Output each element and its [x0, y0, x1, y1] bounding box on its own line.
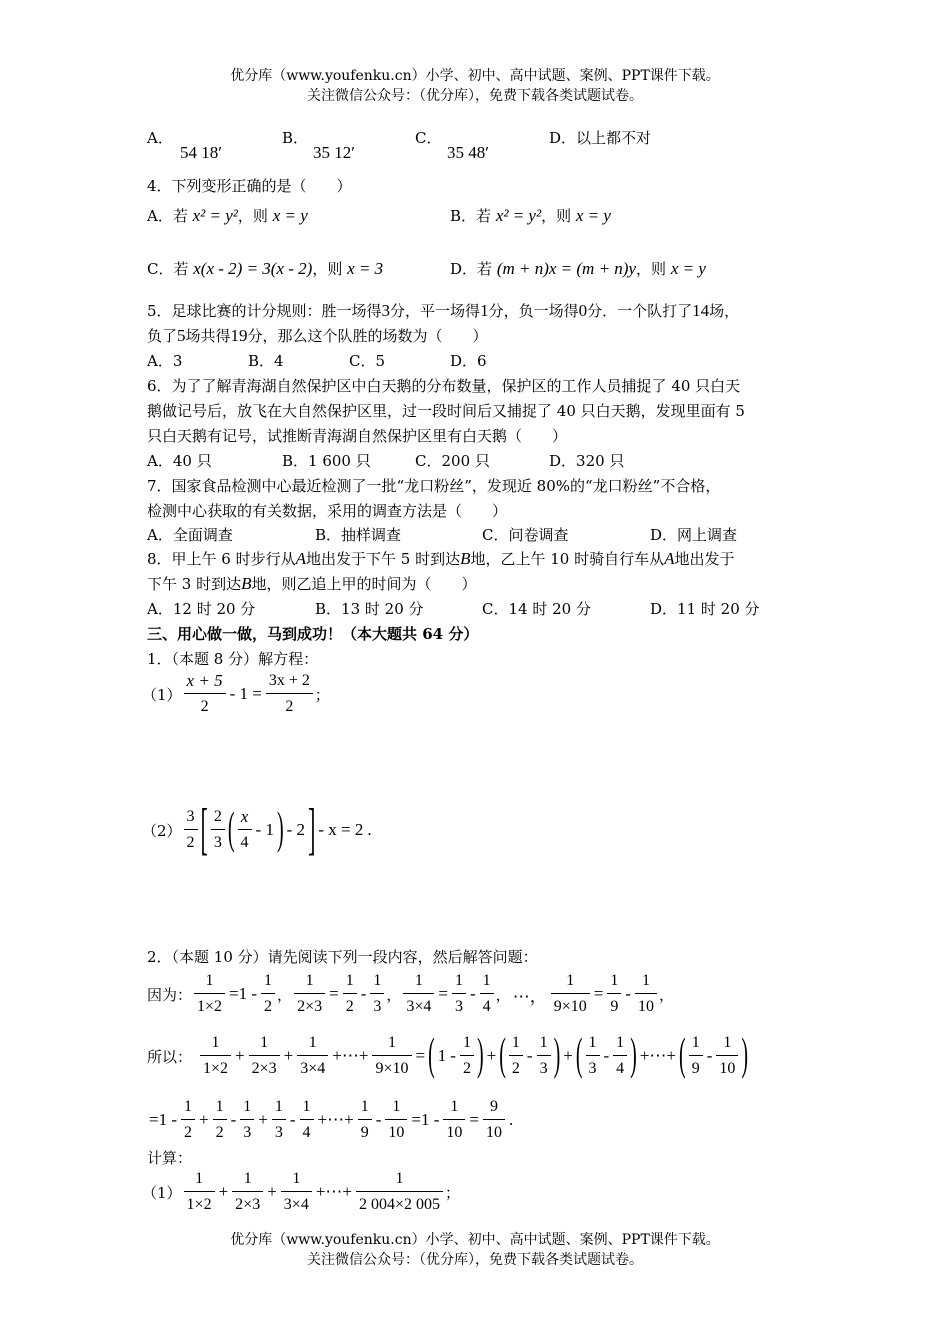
fraction [343, 972, 357, 1016]
operator: + [258, 1110, 268, 1129]
fraction [213, 1098, 227, 1142]
denominator: 2×3 [297, 998, 323, 1015]
denominator: 2 [345, 998, 354, 1015]
punctuation: ， [658, 985, 674, 1004]
denominator: 3 [588, 1060, 597, 1077]
ellipsis: ⋯， [512, 986, 547, 1006]
operator: = [438, 984, 448, 1003]
q6-option-b: B．1 600 只 [282, 452, 371, 470]
punctuation: ， [386, 985, 402, 1004]
numerator: 1 [297, 1034, 328, 1056]
operator: - [360, 984, 367, 1003]
q4-a-result: x = y [272, 206, 308, 225]
denominator: 2×3 [235, 1196, 261, 1213]
operator: = [329, 984, 339, 1003]
fraction [211, 808, 225, 852]
numerator: 1 [716, 1034, 738, 1056]
operator: + [199, 1110, 209, 1129]
fraction [184, 672, 226, 716]
numerator: 1 [385, 1098, 407, 1120]
numerator: 1 [343, 972, 357, 994]
left-bracket: [ [200, 796, 208, 862]
q4-b-result: x = y [575, 206, 611, 225]
q7-option-c: C．问卷调查 [482, 526, 569, 544]
q5-text: 负了 [147, 327, 178, 345]
q6-line3: 只白天鹅有记号，试推断青海湖自然保护区里有白天鹅（ ） [147, 427, 568, 445]
q5-text: 场共得 [185, 327, 231, 345]
operator: = [415, 1046, 426, 1065]
fraction [300, 1098, 314, 1142]
fraction [281, 1170, 312, 1214]
numerator: 1 [281, 1170, 312, 1192]
denominator: 3×4 [283, 1196, 309, 1213]
numerator: 1 [232, 1170, 263, 1192]
label: 所以： [147, 1047, 193, 1066]
q8-text: 下午 3 时到达 [147, 575, 242, 593]
fraction [266, 672, 313, 716]
q4-a-condition: x² = y² [192, 206, 238, 225]
q8-point: B [460, 549, 471, 568]
operator: + [218, 1182, 229, 1201]
q4-option-b [450, 205, 611, 227]
right-paren: ) [741, 1029, 749, 1081]
q5-text: 5．足球比赛的计分规则：胜一场得 [147, 302, 382, 320]
right-paren: ) [476, 1029, 484, 1081]
denominator: 2 [184, 1124, 192, 1141]
right-paren: ) [276, 803, 284, 855]
q5-number: 19 [230, 326, 248, 345]
numerator: 1 [200, 1034, 231, 1056]
left-paren: ( [679, 1029, 686, 1081]
fraction [184, 808, 198, 852]
label: 因为： [147, 985, 193, 1004]
q7-line2: 检测中心获取的有关数据，采用的调查方法是（ ） [147, 502, 508, 520]
denominator: 2 [511, 1060, 520, 1077]
fraction [232, 1170, 263, 1214]
numerator: 1 [300, 1098, 314, 1120]
q4-d-result: x = y [670, 259, 706, 278]
denominator: 3 [274, 1124, 283, 1141]
denominator: 2 [186, 834, 195, 851]
operator: - [603, 1046, 610, 1065]
fraction [181, 1098, 195, 1142]
q7-option-a: A．全面调查 [147, 526, 233, 544]
numerator: 1 [689, 1034, 703, 1056]
q5-option-b: B．4 [248, 352, 284, 370]
page-header-line2: 关注微信公众号：（优分库），免费下载各类试题试卷。 [307, 88, 643, 104]
fraction [238, 808, 252, 852]
q3-option-a-value: 54 18′ [180, 143, 222, 162]
page-footer-line1: 优分库（www.youfenku.cn）小学、初中、高中试题、案例、PPT课件下载。 [230, 1232, 720, 1248]
left-paren: ( [227, 803, 235, 855]
operator: + [486, 1046, 497, 1065]
operator: - [706, 1046, 713, 1065]
punctuation: ； [445, 1183, 461, 1202]
q5-option-d: D．6 [450, 352, 487, 370]
denominator: 10 [485, 1124, 502, 1141]
denominator: 9 [360, 1124, 369, 1141]
q3-option-c-value: 35 48′ [447, 143, 489, 162]
q4-b-condition: x² = y² [495, 206, 542, 225]
q5-number: 1 [480, 301, 489, 320]
fraction [452, 972, 466, 1016]
operator: +⋯+ [317, 1110, 354, 1129]
operator: +⋯+ [332, 1046, 369, 1065]
q5-option-c: C．5 [349, 352, 386, 370]
q5-text: 分，负一场得 [488, 302, 579, 320]
numerator: 1 [194, 972, 225, 994]
numerator: 1 [181, 1098, 195, 1120]
denominator: 10 [446, 1124, 463, 1141]
denominator: 9×10 [553, 998, 587, 1015]
q8-option-c: C．14 时 20 分 [482, 600, 591, 618]
numerator: 1 [240, 1098, 254, 1120]
q7-option-d: D．网上调查 [650, 526, 738, 544]
denominator: 3 [539, 1060, 548, 1077]
denominator: 3×4 [300, 1060, 326, 1077]
denominator: 3 [243, 1124, 252, 1141]
fraction [249, 1034, 280, 1078]
p2-calc-label: 计算： [147, 1149, 193, 1167]
fraction [586, 1034, 600, 1078]
punctuation: ； [314, 685, 330, 704]
operator: = [469, 1110, 479, 1129]
fraction [356, 1170, 443, 1214]
numerator: 1 [452, 972, 466, 994]
operator: - [450, 1046, 456, 1065]
operator: +⋯+ [639, 1046, 677, 1065]
q6-option-a: A．40 只 [147, 452, 212, 470]
numerator: 1 [272, 1098, 286, 1120]
denominator: 3×4 [406, 998, 432, 1015]
q4-option-d [450, 258, 706, 280]
numerator: 1 [249, 1034, 280, 1056]
denominator: 2 [264, 998, 273, 1015]
q4-c-prefix: C．若 [147, 260, 189, 278]
operator: = [593, 984, 604, 1003]
p2-so-line [147, 1029, 749, 1081]
operator: + [267, 1182, 277, 1201]
page-header-line1: 优分库（www.youfenku.cn）小学、初中、高中试题、案例、PPT课件下载。 [230, 68, 720, 84]
fraction [480, 972, 494, 1016]
operator: =1 - [149, 1110, 177, 1129]
denominator: 10 [637, 998, 654, 1015]
denominator: 4 [616, 1060, 625, 1077]
p1-stem: 1．（本题 8 分）解方程： [147, 650, 319, 668]
q3-option-b-label: B． [282, 129, 309, 147]
operator: - 2 [286, 820, 306, 839]
q3-option-b-value: 35 12′ [313, 143, 355, 162]
denominator: 4 [240, 834, 249, 851]
q6-option-d: D．320 只 [549, 452, 625, 470]
numerator: 1 [635, 972, 657, 994]
q5-number: 14 [692, 301, 710, 320]
right-bracket: ] [308, 796, 316, 862]
q5-option-a: A．3 [147, 352, 183, 370]
p2-stem: 2．（本题 10 分）请先阅读下列一段内容，然后解答问题： [147, 948, 538, 966]
q5-number: 3 [381, 301, 391, 320]
q5-number: 5 [177, 326, 186, 345]
q7-option-b: B．抽样调查 [315, 526, 402, 544]
denominator: 10 [719, 1060, 736, 1077]
punctuation: . [367, 820, 372, 839]
numerator: 1 [358, 1098, 372, 1120]
denominator: 2 [200, 698, 209, 715]
denominator: 9 [610, 998, 619, 1015]
q4-option-a [147, 205, 308, 227]
q7-line1: 7．国家食品检测中心最近检测了一批“龙口粉丝”，发现近 80%的“龙口粉丝”不合格， [147, 477, 721, 495]
fraction [403, 972, 434, 1016]
fraction [184, 1170, 215, 1214]
q6-line1: 6．为了了解青海湖自然保护区中白天鹅的分布数量，保护区的工作人员捕捉了 40 只白天 [147, 377, 741, 395]
operator: - [470, 984, 476, 1003]
numerator: 1 [370, 972, 384, 994]
left-paren: ( [499, 1029, 506, 1081]
fraction [272, 1098, 286, 1142]
q4-d-prefix: D．若 [450, 260, 493, 278]
q8-text: 地出发于下午 5 时到达 [306, 550, 461, 568]
q4-c-then: ，则 [312, 260, 343, 278]
q3-option-a-label: A． [147, 129, 173, 147]
right-paren: ) [553, 1029, 561, 1081]
q5-line2 [147, 325, 488, 347]
q8-point: A [295, 549, 307, 568]
denominator: 2 004×2 005 [359, 1196, 441, 1213]
q4-a-then: ，则 [237, 207, 268, 225]
operator: - [230, 1110, 237, 1129]
q8-option-d: D．11 时 20 分 [650, 600, 760, 618]
fraction [635, 972, 657, 1016]
q4-d-then: ，则 [636, 260, 667, 278]
q4-d-condition: (m + n)x = (m + n)y [496, 259, 637, 278]
numerator: 1 [537, 1034, 551, 1056]
q3-option-d: D．以上都不对 [549, 129, 652, 147]
fraction [607, 972, 621, 1016]
right-paren: ) [630, 1029, 637, 1081]
denominator: 4 [482, 998, 491, 1015]
fraction [240, 1098, 254, 1142]
denominator: 1×2 [197, 998, 223, 1015]
q5-text: 场， [709, 302, 740, 320]
q8-option-a: A．12 时 20 分 [147, 600, 256, 618]
operator: + [563, 1046, 573, 1065]
denominator: 3 [455, 998, 463, 1015]
denominator: 1×2 [203, 1060, 229, 1077]
denominator: 1×2 [186, 1196, 212, 1213]
p2-calc-1 [142, 1170, 460, 1214]
numerator: 2 [211, 808, 225, 830]
q4-b-prefix: B．若 [450, 207, 492, 225]
operator: - x = 2 [318, 820, 364, 839]
numerator: 1 [261, 972, 275, 994]
operator: - [526, 1046, 533, 1065]
fraction [716, 1034, 738, 1078]
fraction [372, 1034, 411, 1078]
fraction [358, 1098, 372, 1142]
p1-equation-2 [142, 796, 374, 862]
numerator: 1 [443, 1098, 465, 1120]
operator: - [289, 1110, 296, 1129]
numerator: 1 [213, 1098, 227, 1120]
numerator: 3 [184, 808, 198, 830]
denominator: 2 [462, 1060, 471, 1077]
left-paren: ( [428, 1029, 435, 1081]
numerator: x [238, 808, 252, 830]
denominator: 10 [388, 1124, 405, 1141]
operator: - [375, 1110, 382, 1129]
operator: + [283, 1046, 294, 1065]
denominator: 4 [302, 1124, 311, 1141]
q8-point: B [241, 574, 252, 593]
q8-line2 [147, 573, 477, 595]
q8-option-b: B．13 时 20 分 [315, 600, 424, 618]
fraction [294, 972, 325, 1016]
sub-label: （2） [142, 821, 182, 840]
fraction [297, 1034, 328, 1078]
numerator: 1 [509, 1034, 523, 1056]
q4-a-prefix: A．若 [147, 207, 188, 225]
denominator: 9 [691, 1060, 700, 1077]
q8-line1 [147, 548, 735, 570]
fraction [200, 1034, 231, 1078]
numerator: 1 [294, 972, 325, 994]
q4-option-c [147, 258, 383, 280]
denominator: 2×3 [251, 1060, 277, 1077]
denominator: 3 [373, 998, 382, 1015]
denominator: 2 [285, 698, 294, 715]
operator: =1 - [411, 1110, 440, 1129]
numerator: 1 [403, 972, 434, 994]
denominator: 9×10 [375, 1060, 409, 1077]
p1-equation-1 [142, 672, 330, 716]
sub-label: （1） [142, 685, 182, 704]
numerator: 1 [480, 972, 494, 994]
numerator: 1 [551, 972, 590, 994]
q5-text: 分，平一场得 [390, 302, 481, 320]
fraction [613, 1034, 627, 1078]
fraction [460, 1034, 474, 1078]
q4-c-result: x = 3 [347, 259, 384, 278]
numerator: 1 [356, 1170, 443, 1192]
operator: =1 - [229, 984, 258, 1003]
p2-result-line [147, 1098, 515, 1142]
operator: - 1 [255, 820, 274, 839]
q4-b-then: ，则 [541, 207, 572, 225]
fraction [261, 972, 275, 1016]
fraction [370, 972, 384, 1016]
number: 1 [437, 1046, 447, 1065]
fraction [689, 1034, 703, 1078]
fraction [537, 1034, 551, 1078]
operator: - [625, 984, 631, 1003]
numerator: 9 [483, 1098, 505, 1120]
operator: + [235, 1046, 245, 1065]
sub-label: （1） [142, 1183, 182, 1202]
denominator: 3 [213, 834, 222, 851]
page-footer-line2: 关注微信公众号：（优分库），免费下载各类试题试卷。 [307, 1252, 643, 1268]
numerator: x + 5 [184, 672, 226, 694]
q3-option-c-label: C． [415, 129, 442, 147]
q4-stem: 4．下列变形正确的是（ ） [147, 177, 352, 195]
numerator: 1 [586, 1034, 600, 1056]
q8-text: 地出发于 [674, 550, 735, 568]
section-title: 三、用心做一做，马到成功！（本大题共 64 分） [147, 625, 479, 643]
q8-text: 8．甲上午 6 时步行从 [147, 550, 296, 568]
q6-line2: 鹅做记号后，放飞在大自然保护区里，过一段时间后又捕捉了 40 只白天鹅，发现里面有 5 [147, 402, 745, 420]
numerator: 1 [184, 1170, 215, 1192]
fraction [385, 1098, 407, 1142]
q8-text: 地，则乙追上甲的时间为（ ） [251, 575, 477, 593]
numerator: 1 [460, 1034, 474, 1056]
fraction [194, 972, 225, 1016]
numerator: 1 [613, 1034, 627, 1056]
operator: - 1 = [229, 684, 262, 703]
q5-number: 0 [578, 301, 588, 320]
p2-because-line [147, 972, 674, 1016]
operator: +⋯+ [315, 1182, 353, 1201]
q5-line1 [147, 300, 739, 322]
numerator: 1 [607, 972, 621, 994]
q8-text: 地，乙上午 10 时骑自行车从 [470, 550, 665, 568]
q6-option-c: C．200 只 [415, 452, 490, 470]
punctuation: ， [495, 985, 511, 1004]
numerator: 1 [372, 1034, 411, 1056]
fraction [483, 1098, 505, 1142]
fraction [509, 1034, 523, 1078]
denominator: 2 [215, 1124, 224, 1141]
numerator: 3x + 2 [266, 672, 313, 694]
fraction [443, 1098, 465, 1142]
punctuation: ， [277, 985, 293, 1004]
q5-text: 分，那么这个队胜的场数为（ ） [247, 327, 488, 345]
q8-point: A [664, 549, 675, 568]
left-paren: ( [575, 1029, 583, 1081]
fraction [551, 972, 590, 1016]
q5-text: 分．一个队打了 [587, 302, 693, 320]
punctuation: . [508, 1110, 514, 1129]
q4-c-condition: x(x - 2) = 3(x - 2) [193, 259, 313, 278]
